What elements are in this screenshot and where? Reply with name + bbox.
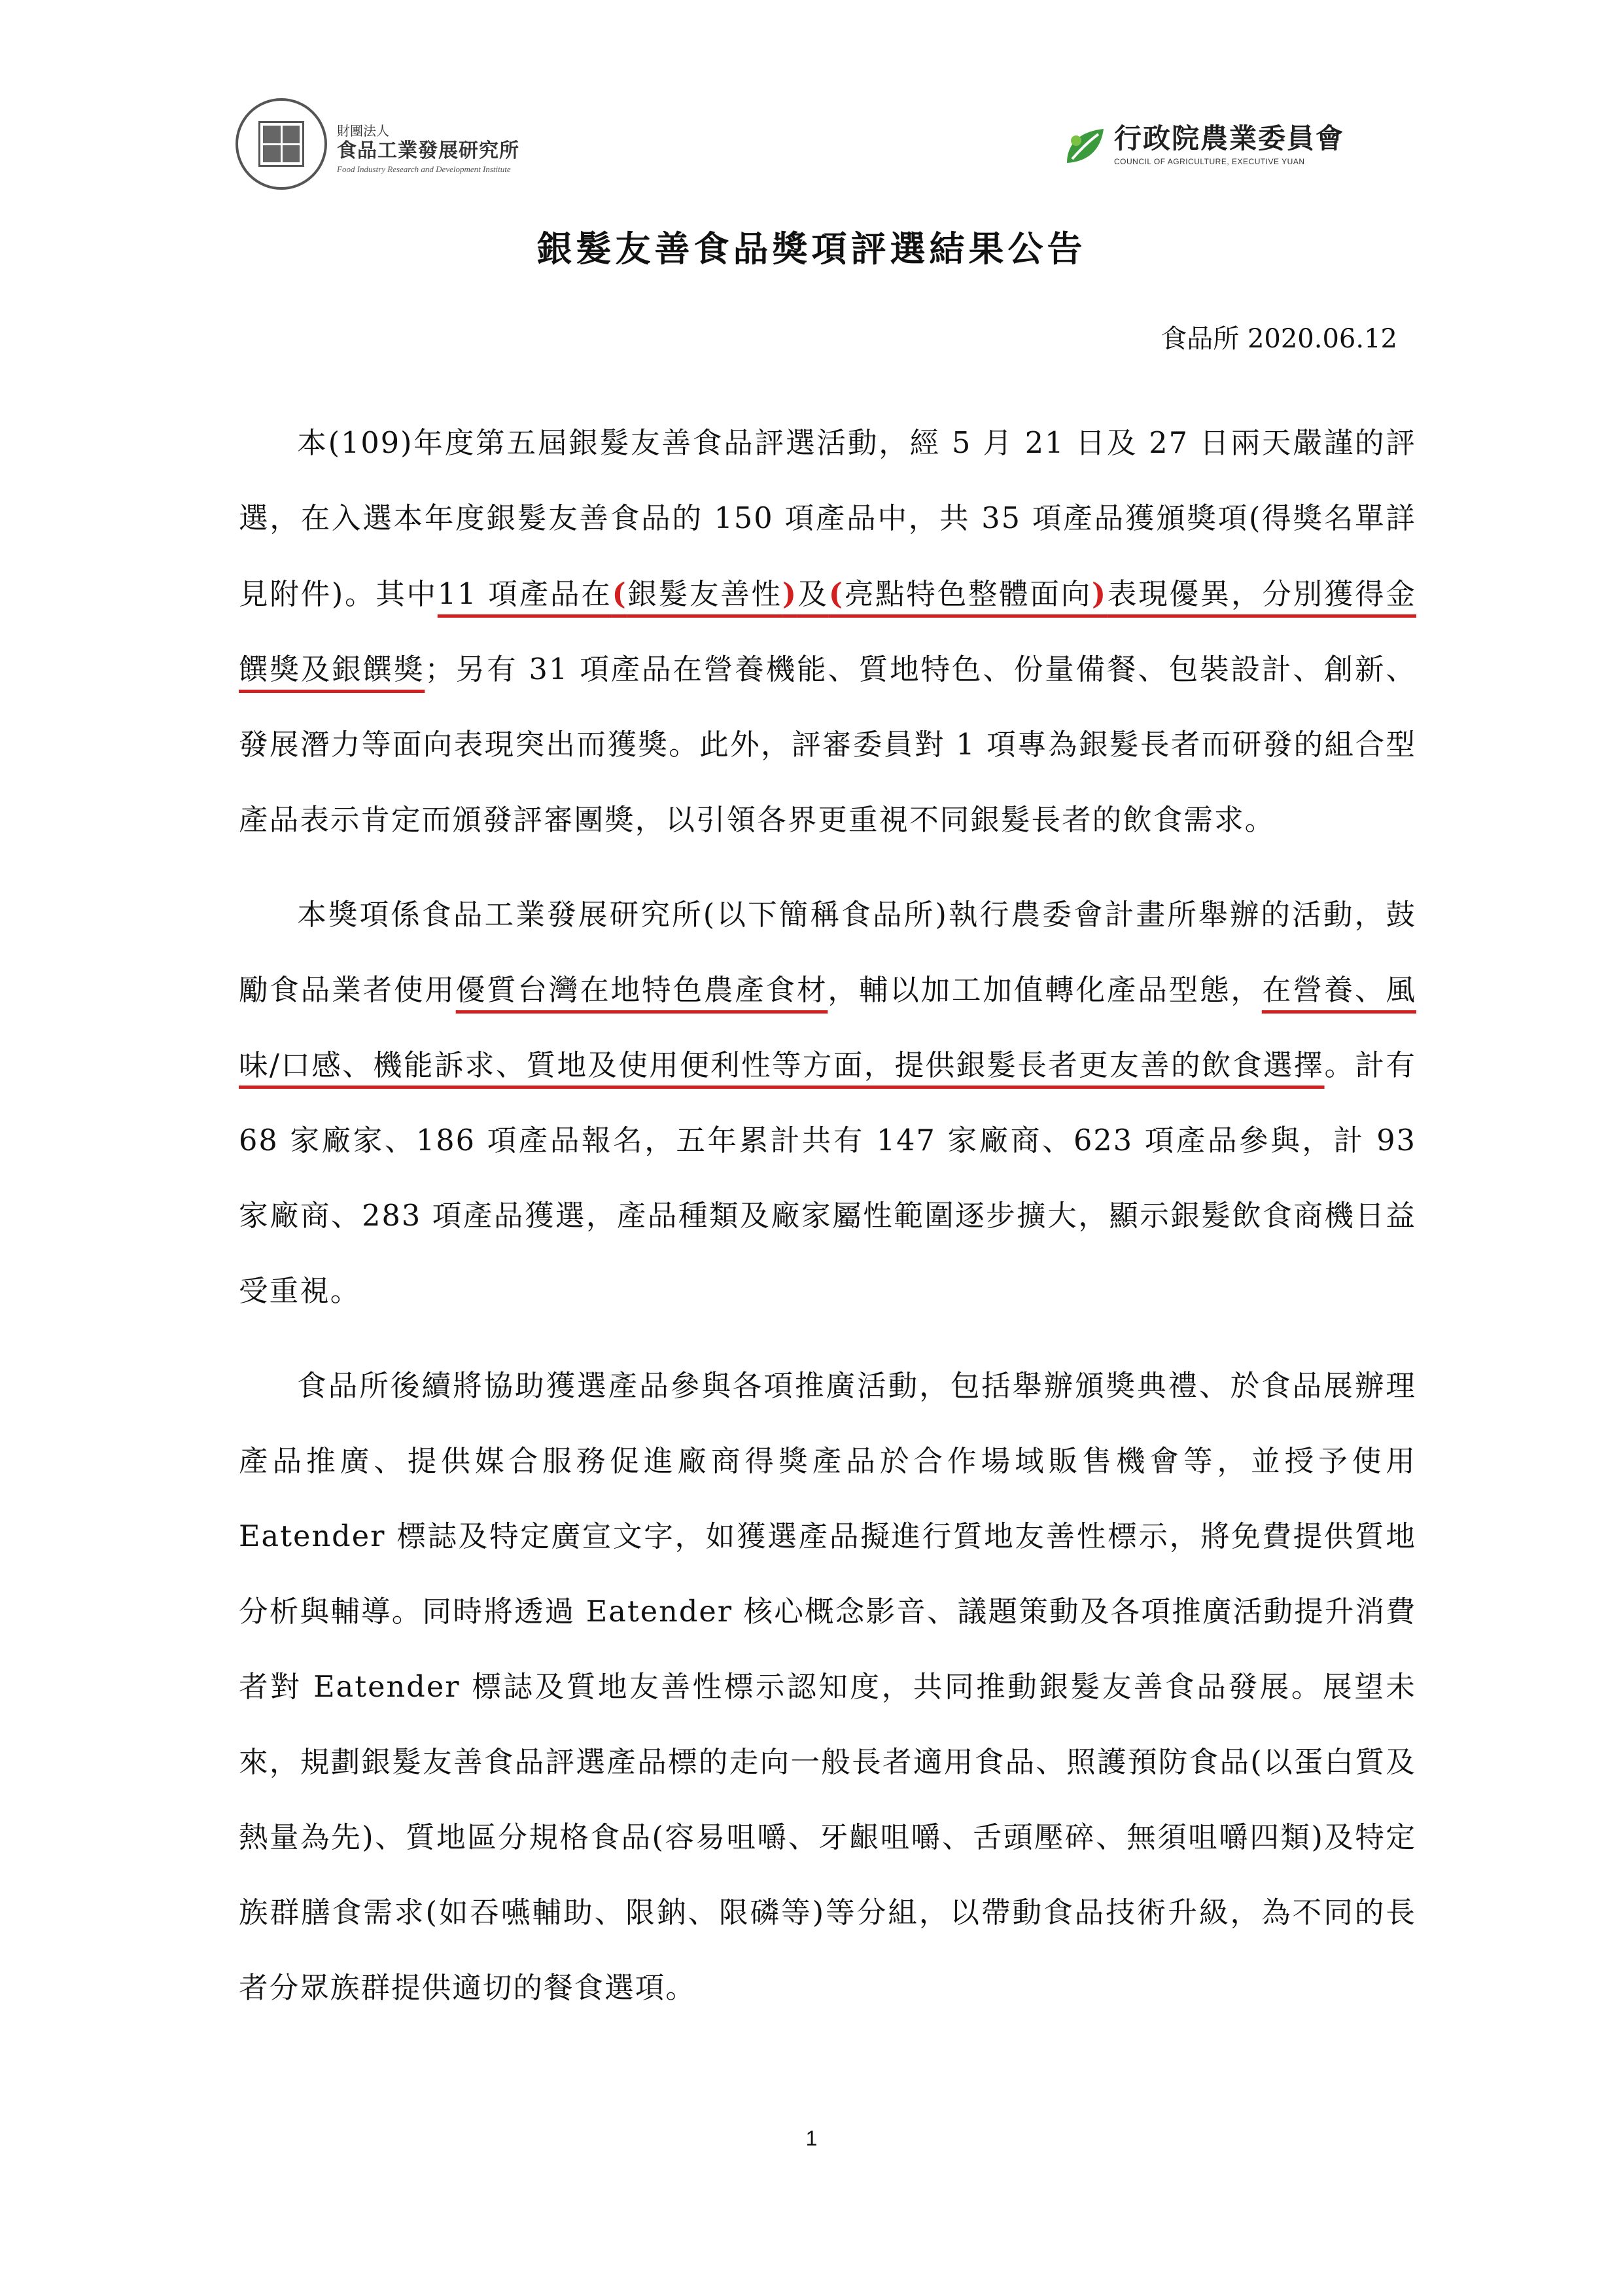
document-body: [239, 406, 1416, 2045]
annotation-close-mark: ): [782, 576, 797, 611]
coa-name-en: COUNCIL OF AGRICULTURE, EXECUTIVE YUAN: [1114, 157, 1305, 166]
publish-date: 食品所 2020.06.12: [1161, 324, 1397, 354]
paragraph-3: 食品所後續將協助獲選產品參與各項推廣活動，包括舉辦頒獎典禮、於食品展辦理產品推廣、提供媒合服務促進廠商得獎產品於合作場域販售機會等，並授予使用 Eatender 標誌及特定廣宣文字，如獲選產品擬進行質地友善性標示，將免費提供質地分析與輔導。同時將透過 Eatender 核心概念影音、議題策動及各項推廣活動提升消費者對 Eatender 標誌及質地友善性標示認知度，共同推動銀髮友善食品發展。展望未來，規劃銀髮友善食品評選產品標的走向一般長者適用食品、照護預防食品(以蛋白質及熱量為先)、質地區分規格食品(容易咀嚼、牙齦咀嚼、舌頭壓碎、無須咀嚼四類)及特定族群膳食需求(如吞嚥輔助、限鈉、限磷等)等分組，以帶動食品技術升級，為不同的長者分眾族群提供適切的餐食選項。: [239, 1369, 1416, 2005]
coa-logo: [1063, 121, 1403, 180]
paragraph-1: 本(109)年度第五屆銀髮友善食品評選活動，經 5 月 21 日及 27 日兩天嚴謹的評選，在入選本年度銀髮友善食品的 150 項產品中，共 35 項產品獲頒獎項(得獎名單詳見附件)。其中11 項產品在(銀髮友善性)及(亮點特色整體面向)表現優異，分別獲得金饌獎及銀饌獎；另有 31 項產品在營養機能、質地特色、份量備餐、包裝設計、創新、發展潛力等面向表現突出而獲獎。此外，評審委員對 1 項專為銀髮長者而研發的組合型產品表示肯定而頒發評審團獎，以引領各界更重視不同銀髮長者的飲食需求。: [239, 426, 1416, 837]
annotation-open-mark: (: [828, 576, 845, 611]
paragraph-2: 本獎項係食品工業發展研究所(以下簡稱食品所)執行農委會計畫所舉辦的活動，鼓勵食品業者使用優質台灣在地特色農產食材，輔以加工加值轉化產品型態，在營養、風味/口感、機能訴求、質地及使用便利性等方面，提供銀髮長者更友善的飲食選擇。計有 68 家廠家、186 項產品報名，五年累計共有 147 家廠商、623 項產品參與，計 93 家廠商、283 項產品獲選，產品種類及廠家屬性範圍逐步擴大，顯示銀髮飲食商機日益受重視。: [239, 898, 1416, 1308]
coa-leaf-icon: [1063, 126, 1110, 167]
highlight-local-ingredients: 優質台灣在地特色農產食材: [455, 973, 828, 1007]
coa-name: 行政院農業委員會: [1114, 122, 1345, 154]
page-header: [0, 0, 1623, 209]
firdi-label-small: 財團法人: [337, 123, 389, 139]
highlight-gold-silver: 11 項產品在(銀髮友善性)及(亮點特色整體面向)表現優異，分別獲得金饌獎及銀饌獎: [239, 576, 1416, 686]
firdi-seal-icon: [236, 98, 327, 190]
page-number: 1: [805, 2127, 818, 2150]
firdi-name: 食品工業發展研究所: [337, 139, 519, 162]
highlight-friendly-choices: 在營養、風味/口感、機能訴求、質地及使用便利性等方面，提供銀髮長者更友善的飲食選擇: [239, 973, 1416, 1082]
firdi-name-en: Food Industry Research and Development Institute: [337, 164, 511, 174]
firdi-logo: [236, 98, 523, 196]
annotation-close-mark: ): [1092, 576, 1108, 611]
annotation-open-mark: (: [612, 576, 627, 611]
page-title: 銀髮友善食品獎項評選結果公告: [536, 228, 1087, 270]
